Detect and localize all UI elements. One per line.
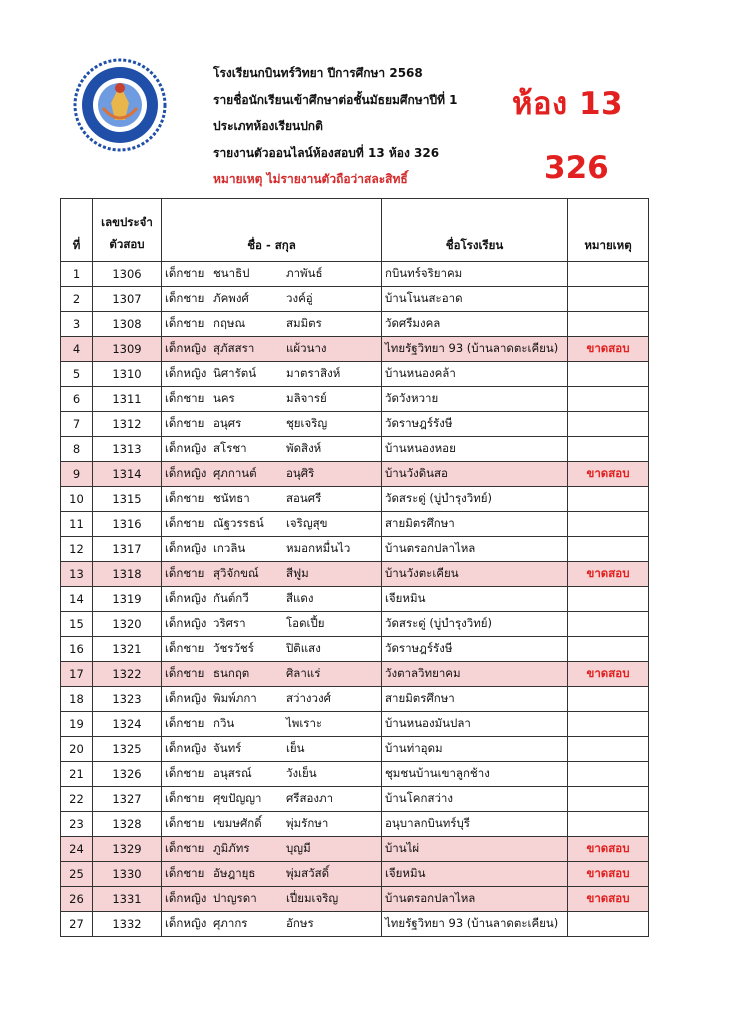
school-name: วัดสระดู่ (บู่บำรุงวิทย์)	[382, 612, 568, 637]
first-name: ศุภากร	[213, 916, 248, 930]
exam-id: 1324	[93, 712, 162, 737]
table-row	[61, 512, 649, 537]
name-prefix: เด็กชาย	[165, 416, 205, 430]
table-row	[61, 437, 649, 462]
last-name: เปี่ยมเจริญ	[286, 891, 339, 905]
table-row	[61, 837, 649, 862]
name-prefix: เด็กชาย	[165, 716, 205, 730]
name-prefix: เด็กชาย	[165, 391, 205, 405]
first-name: วัชรวัชร์	[213, 641, 254, 655]
remark: ขาดสอบ	[568, 337, 649, 362]
table-row	[61, 887, 649, 912]
last-name: ศิลาแร่	[286, 666, 321, 680]
student-name	[162, 712, 382, 737]
remark	[568, 687, 649, 712]
first-name: สุภัสสรา	[213, 341, 255, 355]
first-name: วริศรา	[213, 616, 246, 630]
table-row	[61, 662, 649, 687]
document-header	[213, 60, 458, 193]
first-name: อนุสรณ์	[213, 766, 252, 780]
school-line: โรงเรียนกบินทร์วิทยา ปีการศึกษา 2568	[213, 66, 423, 80]
first-name: อัษฎายุธ	[213, 866, 256, 880]
header-remark: หมายเหตุ	[568, 199, 649, 262]
name-prefix: เด็กหญิง	[165, 691, 207, 705]
name-prefix: เด็กชาย	[165, 866, 205, 880]
exam-id: 1321	[93, 637, 162, 662]
table-row	[61, 637, 649, 662]
last-name: โอดเปี้ย	[286, 616, 325, 630]
student-name	[162, 437, 382, 462]
name-prefix: เด็กชาย	[165, 841, 205, 855]
last-name: ชุยเจริญ	[286, 416, 328, 430]
exam-id: 1320	[93, 612, 162, 637]
student-name	[162, 312, 382, 337]
last-name: สอนศรี	[286, 491, 322, 505]
table-row	[61, 812, 649, 837]
exam-id: 1323	[93, 687, 162, 712]
exam-id: 1327	[93, 787, 162, 812]
row-number: 16	[61, 637, 93, 662]
name-prefix: เด็กหญิง	[165, 366, 207, 380]
note-line: หมายเหตุ ไม่รายงานตัวถือว่าสละสิทธิ์	[213, 172, 408, 186]
name-prefix: เด็กหญิง	[165, 341, 207, 355]
remark	[568, 437, 649, 462]
row-number: 5	[61, 362, 93, 387]
table-row	[61, 362, 649, 387]
row-number: 21	[61, 762, 93, 787]
name-prefix: เด็กหญิง	[165, 441, 207, 455]
school-name: สายมิตรศึกษา	[382, 512, 568, 537]
exam-id: 1312	[93, 412, 162, 437]
name-prefix: เด็กหญิง	[165, 916, 207, 930]
table-row	[61, 462, 649, 487]
school-name: บ้านหนองมันปลา	[382, 712, 568, 737]
table-row	[61, 412, 649, 437]
first-name: เกวลิน	[213, 541, 246, 555]
school-name: บ้านหนองหอย	[382, 437, 568, 462]
row-number: 6	[61, 387, 93, 412]
remark	[568, 312, 649, 337]
first-name: ณัฐวรรธน์	[213, 516, 264, 530]
exam-id: 1315	[93, 487, 162, 512]
table-row	[61, 487, 649, 512]
remark: ขาดสอบ	[568, 862, 649, 887]
school-name: ไทยรัฐวิทยา 93 (บ้านลาดตะเคียน)	[382, 337, 568, 362]
last-name: หมอกหมื่นไว	[286, 541, 351, 555]
row-number: 26	[61, 887, 93, 912]
last-name: เย็น	[286, 741, 305, 755]
exam-id: 1317	[93, 537, 162, 562]
student-name	[162, 737, 382, 762]
row-number: 9	[61, 462, 93, 487]
last-name: สีฟูม	[286, 566, 309, 580]
table-row	[61, 862, 649, 887]
last-name: สว่างวงศ์	[286, 691, 331, 705]
remark	[568, 262, 649, 287]
remark	[568, 712, 649, 737]
exam-id: 1328	[93, 812, 162, 837]
table-row	[61, 787, 649, 812]
student-name	[162, 912, 382, 937]
name-prefix: เด็กชาย	[165, 491, 205, 505]
header-exam-id-line1: เลขประจำ	[101, 215, 153, 229]
school-name: บ้านวังดินสอ	[382, 462, 568, 487]
exam-id: 1319	[93, 587, 162, 612]
first-name: ชนาธิป	[213, 266, 250, 280]
student-name	[162, 787, 382, 812]
student-name	[162, 512, 382, 537]
school-name: บ้านหนองคล้า	[382, 362, 568, 387]
remark	[568, 362, 649, 387]
remark: ขาดสอบ	[568, 887, 649, 912]
table-row	[61, 262, 649, 287]
last-name: สีแดง	[286, 591, 314, 605]
first-name: อนุศร	[213, 416, 242, 430]
last-name: บุญมี	[286, 841, 311, 855]
remark	[568, 537, 649, 562]
name-prefix: เด็กชาย	[165, 816, 205, 830]
remark	[568, 512, 649, 537]
last-name: วังเย็น	[286, 766, 317, 780]
table-row	[61, 737, 649, 762]
name-prefix: เด็กชาย	[165, 791, 205, 805]
exam-id: 1326	[93, 762, 162, 787]
first-name: สโรชา	[213, 441, 247, 455]
row-number: 1	[61, 262, 93, 287]
school-name: ไทยรัฐวิทยา 93 (บ้านลาดตะเคียน)	[382, 912, 568, 937]
school-name: อนุบาลกบินทร์บุรี	[382, 812, 568, 837]
student-table	[60, 198, 649, 937]
student-name	[162, 837, 382, 862]
school-name: บ้านไผ่	[382, 837, 568, 862]
row-number: 20	[61, 737, 93, 762]
student-name	[162, 662, 382, 687]
school-name: บ้านท่าอุดม	[382, 737, 568, 762]
exam-id: 1313	[93, 437, 162, 462]
table-row	[61, 387, 649, 412]
remark: ขาดสอบ	[568, 837, 649, 862]
header-no: ที่	[61, 199, 93, 262]
exam-id: 1318	[93, 562, 162, 587]
exam-id: 1309	[93, 337, 162, 362]
table-header-row	[61, 199, 649, 262]
row-number: 17	[61, 662, 93, 687]
last-name: แผ้วนาง	[286, 341, 327, 355]
first-name: จันทร์	[213, 741, 242, 755]
header-name: ชื่อ - สกุล	[162, 199, 382, 262]
school-name: บ้านตรอกปลาไหล	[382, 887, 568, 912]
student-name	[162, 362, 382, 387]
first-name: ศุขปัญญา	[213, 791, 262, 805]
name-prefix: เด็กหญิง	[165, 591, 207, 605]
remark	[568, 287, 649, 312]
school-name: สายมิตรศึกษา	[382, 687, 568, 712]
remark: ขาดสอบ	[568, 462, 649, 487]
remark	[568, 612, 649, 637]
remark	[568, 762, 649, 787]
student-name	[162, 687, 382, 712]
remark	[568, 412, 649, 437]
header-school: ชื่อโรงเรียน	[382, 199, 568, 262]
room-label: ห้อง 13	[512, 86, 624, 122]
table-row	[61, 687, 649, 712]
student-name	[162, 762, 382, 787]
school-name: บ้านโคกสว่าง	[382, 787, 568, 812]
row-number: 11	[61, 512, 93, 537]
exam-id: 1307	[93, 287, 162, 312]
name-prefix: เด็กชาย	[165, 666, 205, 680]
name-prefix: เด็กชาย	[165, 641, 205, 655]
last-name: อนุศิริ	[286, 466, 315, 480]
last-name: เจริญสุข	[286, 516, 328, 530]
exam-id: 1331	[93, 887, 162, 912]
student-name	[162, 287, 382, 312]
school-name: วัดราษฎร์รังษี	[382, 637, 568, 662]
room-number: 326	[544, 150, 609, 186]
row-number: 15	[61, 612, 93, 637]
exam-id: 1330	[93, 862, 162, 887]
remark	[568, 637, 649, 662]
last-name: ไพเราะ	[286, 716, 323, 730]
student-name	[162, 862, 382, 887]
table-row	[61, 762, 649, 787]
first-name: นคร	[213, 391, 235, 405]
report-line: รายงานตัวออนไลน์ห้องสอบที่ 13 ห้อง 326	[213, 145, 440, 160]
last-name: พุ่มสวัสดิ์	[286, 866, 330, 880]
row-number: 18	[61, 687, 93, 712]
first-name: กวิน	[213, 716, 235, 730]
remark	[568, 587, 649, 612]
first-name: นิศารัตน์	[213, 366, 257, 380]
row-number: 13	[61, 562, 93, 587]
name-prefix: เด็กชาย	[165, 316, 205, 330]
row-number: 27	[61, 912, 93, 937]
row-number: 2	[61, 287, 93, 312]
row-number: 14	[61, 587, 93, 612]
exam-id: 1329	[93, 837, 162, 862]
first-name: กฤษณ	[213, 316, 246, 330]
name-prefix: เด็กชาย	[165, 266, 205, 280]
student-name	[162, 262, 382, 287]
table-row	[61, 712, 649, 737]
table-row	[61, 312, 649, 337]
first-name: เขมษศักดิ์	[213, 816, 262, 830]
school-logo	[73, 58, 167, 152]
remark	[568, 787, 649, 812]
name-prefix: เด็กหญิง	[165, 466, 207, 480]
remark	[568, 912, 649, 937]
first-name: ปาญรดา	[213, 891, 257, 905]
school-name: บ้านวังตะเคียน	[382, 562, 568, 587]
table-row	[61, 587, 649, 612]
first-name: ภูมิภัทร	[213, 841, 250, 855]
name-prefix: เด็กชาย	[165, 291, 205, 305]
first-name: ชนัทธา	[213, 491, 250, 505]
school-name: วัดศรีมงคล	[382, 312, 568, 337]
row-number: 23	[61, 812, 93, 837]
first-name: ศุภกานต์	[213, 466, 257, 480]
last-name: ปิติแสง	[286, 641, 321, 655]
remark	[568, 812, 649, 837]
last-name: ศรีสองภา	[286, 791, 334, 805]
student-name	[162, 462, 382, 487]
row-number: 24	[61, 837, 93, 862]
school-name: วัดวังหวาย	[382, 387, 568, 412]
remark	[568, 387, 649, 412]
student-name	[162, 537, 382, 562]
student-name	[162, 562, 382, 587]
exam-id: 1325	[93, 737, 162, 762]
table-row	[61, 287, 649, 312]
table-row	[61, 612, 649, 637]
remark	[568, 487, 649, 512]
exam-id: 1332	[93, 912, 162, 937]
school-name: ชุมชนบ้านเขาลูกช้าง	[382, 762, 568, 787]
last-name: ภาพันธ์	[286, 266, 323, 280]
row-number: 4	[61, 337, 93, 362]
student-name	[162, 587, 382, 612]
remark: ขาดสอบ	[568, 562, 649, 587]
student-name	[162, 887, 382, 912]
school-name: วังตาลวิทยาคม	[382, 662, 568, 687]
last-name: พุ่มรักษา	[286, 816, 329, 830]
table-row	[61, 337, 649, 362]
name-prefix: เด็กหญิง	[165, 541, 207, 555]
school-name: เจียหมิน	[382, 862, 568, 887]
school-name: วัดราษฎร์รังษี	[382, 412, 568, 437]
first-name: พิมพ์ภกา	[213, 691, 257, 705]
row-number: 8	[61, 437, 93, 462]
name-prefix: เด็กหญิง	[165, 891, 207, 905]
header-exam-id	[93, 199, 162, 262]
last-name: มลิจารย์	[286, 391, 327, 405]
exam-id: 1311	[93, 387, 162, 412]
first-name: สุวิจักขณ์	[213, 566, 259, 580]
exam-id: 1322	[93, 662, 162, 687]
remark: ขาดสอบ	[568, 662, 649, 687]
student-name	[162, 412, 382, 437]
first-name: ภัคพงศ์	[213, 291, 249, 305]
name-prefix: เด็กชาย	[165, 566, 205, 580]
header-exam-id-line2: ตัวสอบ	[109, 237, 145, 251]
type-line: ประเภทห้องเรียนปกติ	[213, 119, 323, 133]
exam-id: 1310	[93, 362, 162, 387]
student-name	[162, 487, 382, 512]
table-row	[61, 562, 649, 587]
name-prefix: เด็กชาย	[165, 516, 205, 530]
name-prefix: เด็กหญิง	[165, 616, 207, 630]
row-number: 10	[61, 487, 93, 512]
exam-id: 1308	[93, 312, 162, 337]
school-name: บ้านโนนสะอาด	[382, 287, 568, 312]
first-name: ธนกฤต	[213, 666, 250, 680]
school-name: บ้านตรอกปลาไหล	[382, 537, 568, 562]
row-number: 12	[61, 537, 93, 562]
row-number: 19	[61, 712, 93, 737]
last-name: พัดสิงห์	[286, 441, 322, 455]
row-number: 7	[61, 412, 93, 437]
last-name: มาตราสิงห์	[286, 366, 341, 380]
row-number: 22	[61, 787, 93, 812]
student-name	[162, 337, 382, 362]
remark	[568, 737, 649, 762]
student-name	[162, 612, 382, 637]
school-name: เจียหมิน	[382, 587, 568, 612]
student-name	[162, 812, 382, 837]
table-row	[61, 537, 649, 562]
row-number: 3	[61, 312, 93, 337]
exam-id: 1316	[93, 512, 162, 537]
student-name	[162, 387, 382, 412]
student-name	[162, 637, 382, 662]
last-name: อักษร	[286, 916, 314, 930]
row-number: 25	[61, 862, 93, 887]
last-name: สมมิตร	[286, 316, 322, 330]
name-prefix: เด็กหญิง	[165, 741, 207, 755]
last-name: วงค์อู่	[286, 291, 313, 305]
first-name: กันต์กวี	[213, 591, 249, 605]
exam-id: 1306	[93, 262, 162, 287]
school-name: กบินทร์จริยาคม	[382, 262, 568, 287]
name-prefix: เด็กชาย	[165, 766, 205, 780]
table-row	[61, 912, 649, 937]
list-line: รายชื่อนักเรียนเข้าศึกษาต่อชั้นมัธยมศึกษาปีที่ 1	[213, 92, 458, 107]
school-name: วัดสระดู่ (บู่บำรุงวิทย์)	[382, 487, 568, 512]
exam-id: 1314	[93, 462, 162, 487]
